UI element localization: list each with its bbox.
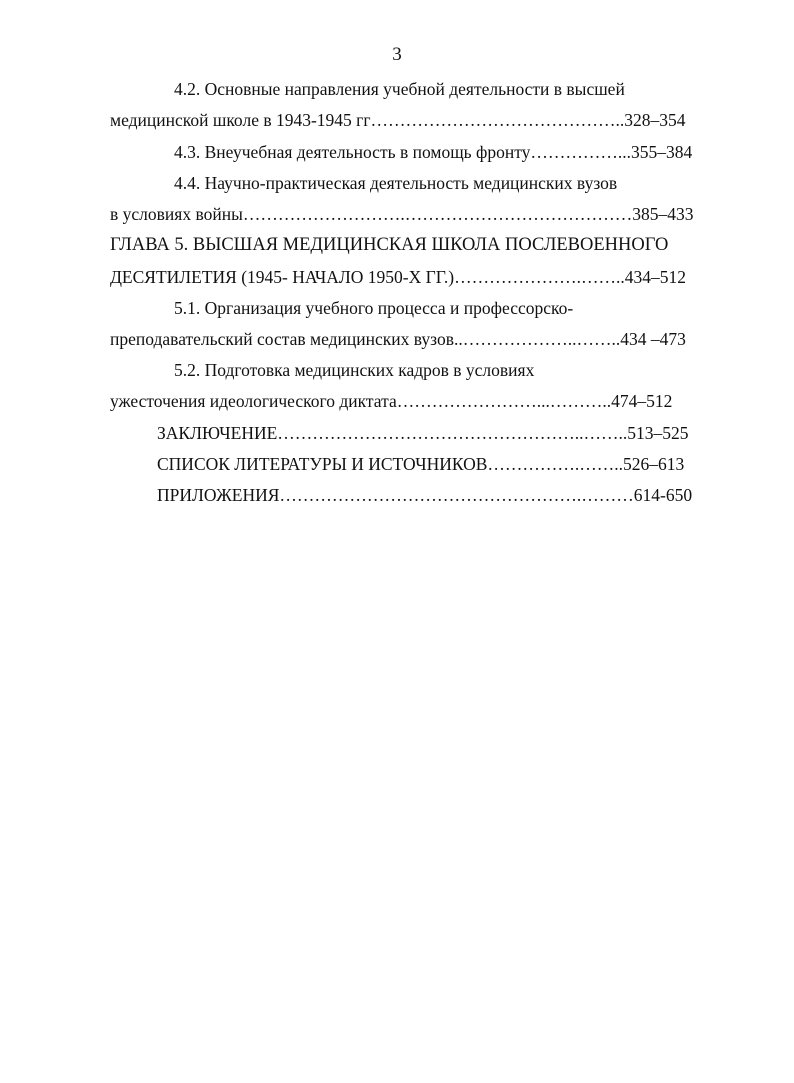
- toc-chapter-5-line-1: ГЛАВА 5. ВЫСШАЯ МЕДИЦИНСКАЯ ШКОЛА ПОСЛЕВОЕННОГО: [110, 235, 669, 255]
- page-number: 3: [392, 44, 402, 65]
- toc-chapter-5-line-2: ДЕСЯТИЛЕТИЯ (1945- НАЧАЛО 1950-Х ГГ.)………………….……..434–512: [110, 267, 686, 287]
- toc-4-2-line-1: 4.2. Основные направления учебной деятельности в высшей: [174, 79, 625, 99]
- toc-appendices: ПРИЛОЖЕНИЯ…………………………………………….………614-650: [157, 485, 693, 505]
- toc-5-1-line-2: преподавательский состав медицинских вузов..………………..……..434 –473: [110, 329, 686, 349]
- toc-5-2-line-2: ужесточения идеологического диктата……………………...………..474–512: [110, 391, 673, 411]
- toc-4-4-line-2: в условиях войны……………………….…………………………………385–433: [110, 204, 694, 224]
- toc-4-2-line-2: медицинской школе в 1943-1945 гг……………………………………..328–354: [110, 110, 686, 130]
- toc-4-4-line-1: 4.4. Научно-практическая деятельность медицинских вузов: [174, 173, 618, 193]
- toc-4-3-line-1: 4.3. Внеучебная деятельность в помощь фронту……………...355–384: [174, 142, 693, 162]
- toc-references: СПИСОК ЛИТЕРАТУРЫ И ИСТОЧНИКОВ…………….……..526–613: [157, 454, 685, 474]
- toc-5-1-line-1: 5.1. Организация учебного процесса и профессорско-: [174, 298, 574, 318]
- toc-5-2-line-1: 5.2. Подготовка медицинских кадров в условиях: [174, 360, 535, 380]
- toc-conclusion: ЗАКЛЮЧЕНИЕ……………………………………………..……..513–525: [157, 423, 689, 443]
